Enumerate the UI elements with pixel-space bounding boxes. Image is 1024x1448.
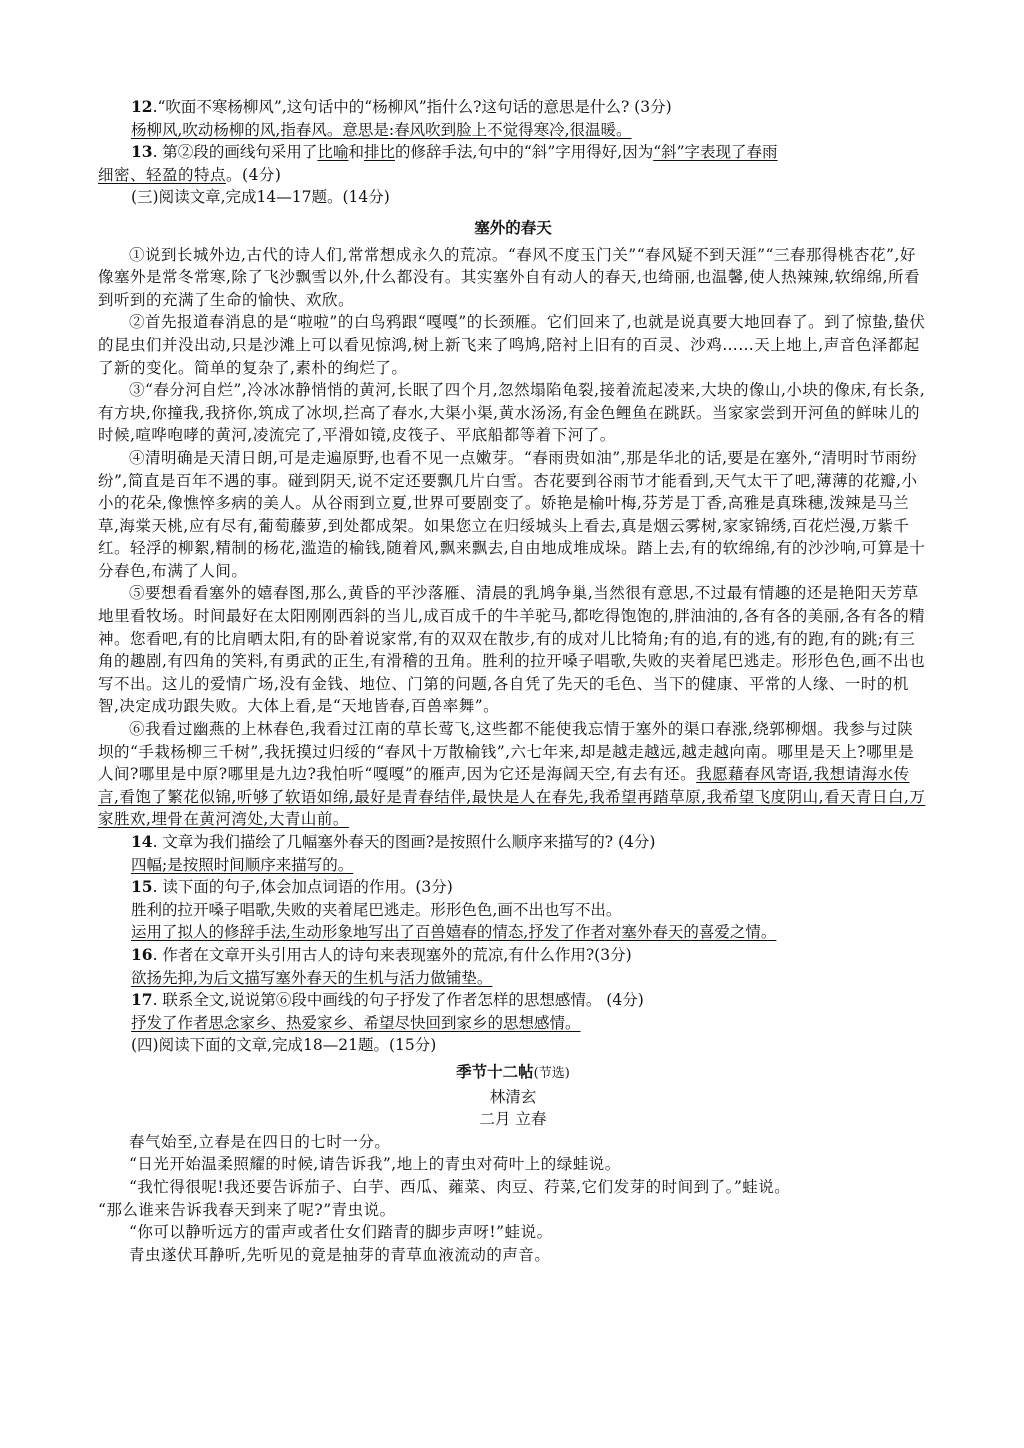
paragraph-2: ②首先报道春消息的是“啦啦”的白鸟鸦跟“嘎嘎”的长颈雁。它们回来了,也就是说真要大地回春了。到了惊蛰,蛰伏的昆虫们并没出动,只是沙滩上可以看见惊鸿,树上新飞来了鸣鸠,陪衬上旧有的百灵、沙鸡……天上地上,声音色泽都起了新的变化。简单的复杂了,素朴的绚烂了。 [98, 313, 926, 377]
line-2: “日光开始温柔照耀的时候,请告诉我”,地上的青虫对荷叶上的绿蛙说。 [129, 1155, 621, 1174]
question-17: 17. 联系全文,说说第⑥段中画线的句子抒发了作者怎样的思想感情。 (4分) [131, 990, 644, 1010]
line-1: 春气始至,立春是在四日的七时一分。 [129, 1132, 391, 1151]
question-12: 12.“吹面不寒杨柳风”,这句话中的“杨柳风”指什么?这句话的意思是什么? (3分) [131, 97, 672, 116]
question-15: 15. 读下面的句子,体会加点词语的作用。(3分) [131, 877, 453, 897]
paragraph-4: ④清明确是天清日朗,可是走遍原野,也看不见一点嫩芽。“春雨贵如油”,那是华北的话,要是在塞外,“清明时节雨纷纷”,简直是百年不遇的事。碰到阴天,说不定还要飘几片白雪。杏花要到谷雨节才能看到,天气太干了吧,薄薄的花瓣,小小的花朵,像憔悴多病的美人。从谷雨到立夏,世界可要剧变了。娇艳是榆叶梅,芬芳是丁香,高雅是真珠穗,泼辣是马兰草,海棠天桃,应有尽有,葡萄藤萝,到处都成架。如果您立在归绥城头上看去,真是烟云雾树,家家锦绣,百花烂漫,万紫千红。轻浮的柳絮,精制的杨花,滥造的榆钱,随着风,飘来飘去,自由地成堆成垛。踏上去,有的软绵绵,有的沙沙响,可算是十分春色,布满了人间。 [98, 448, 926, 580]
author: 林清玄 [489, 1087, 537, 1106]
subhead: 二月 立春 [479, 1110, 547, 1129]
section-4-heading: (四)阅读下面的文章,完成18—21题。(15分) [131, 1036, 437, 1055]
paragraph-6: ⑥我看过幽燕的上林春色,我看过江南的草长莺飞,这些都不能使我忘情于塞外的渠口春涨,绕郭柳烟。我参与过陕坝的“手栽杨柳三千树”,我抚摸过归绥的“春风十万散榆钱”,六七年来,却是越走越远,越走越向南。哪里是天上?哪里是人间?哪里是中原?哪里是九边?我怕听“嘎嘎”的雁声,因为它还是海阔天空,有去有还。我愿藉春风寄语,我想请海水传言,看饱了繁花似锦,听够了软语如绵,最好是青春结伴,最快是人在春先,我希望再踏草原,我希望飞度阴山,看天青日白,万家胜欢,埋骨在黄河湾处,大青山前。 [98, 720, 926, 829]
section-3-heading: (三)阅读文章,完成14—17题。(14分) [131, 188, 390, 207]
underlined-sentence: 我愿藉春风寄语,我想请海水传言,看饱了繁花似锦,听够了软语如绵,最好是青春结伴,最快是人在春先,我希望再踏草原,我希望飞度阴山,看天青日白,万家胜欢,埋骨在黄河湾处,大青山前。 [98, 765, 926, 829]
question-16: 16. 作者在文章开头引用古人的诗句来表现塞外的荒凉,有什么作用?(3分) [131, 944, 632, 964]
paragraph-5: ⑤要想看看塞外的嬉春图,那么,黄昏的平沙落雁、清晨的乳鸠争巢,当然很有意思,不过最有情趣的还是艳阳天芳草地里看牧场。时间最好在太阳刚刚西斜的当儿,成百成千的牛羊驼马,都吃得饱饱的,胖油油的,各有各的美丽,各有各的精神。您看吧,有的比肩晒太阳,有的卧着说家常,有的双双在散步,有的成对儿比犄角;有的追,有的逃,有的跑,有的跳;有三角的趣剧,有四角的笑料,有勇武的正生,有滑稽的丑角。胜利的拉开嗓子唱歌,失败的夹着尾巴逃走。形形色色,画不出也写不出。这儿的爱情广场,没有金钱、地位、门第的问题,各自凭了先天的毛色、当下的健康、平常的人缘、一时的机智,决定成功跟失败。大体上看,是“天地皆春,百兽率舞”。 [98, 584, 926, 716]
question-13: 13. 第②段的画线句采用了比喻和排比的修辞手法,句中的“斜”字用得好,因为“斜”字表现了春雨 [131, 142, 778, 162]
question-14: 14. 文章为我们描绘了几幅塞外春天的图画?是按照什么顺序来描写的? (4分) [131, 832, 656, 851]
line-3: “我忙得很呢!我还要告诉茄子、白芋、西瓜、蕹菜、肉豆、荇菜,它们发芽的时间到了。”蛙说。 [129, 1177, 791, 1196]
article2-title-line: 季节十二帖(节选) [456, 1061, 570, 1081]
answer-14: 四幅;是按照时间顺序来描写的。 [131, 855, 354, 874]
line-6: 青虫遂伏耳静听,先听见的竟是抽芽的青草血液流动的声音。 [129, 1245, 551, 1264]
answer-12: 杨柳风,吹动杨柳的风,指春风。意思是:春风吹到脸上不觉得寒冷,很温暖。 [131, 120, 632, 139]
paragraph-1: ①说到长城外边,古代的诗人们,常常想成永久的荒凉。“春风不度玉门关”“春风疑不到天涯”“三春那得桃杏花”,好像塞外是常冬常寒,除了飞沙飘雪以外,什么都没有。其实塞外自有动人的春天,也绮丽,也温馨,使人热辣辣,软绵绵,所看到听到的充满了生命的愉快、欢欣。 [98, 245, 920, 309]
quote-15: 胜利的拉开嗓子唱歌,失败的夹着尾巴逃走。形形色色,画不出也写不出。 [131, 900, 622, 919]
line-4: “那么谁来告诉我春天到来了呢?”青虫说。 [98, 1200, 396, 1219]
answer-16: 欲扬先抑,为后文描写塞外春天的生机与活力做铺垫。 [131, 968, 493, 987]
paragraph-3: ③“春分河自烂”,冷冰冰静悄悄的黄河,长眠了四个月,忽然塌陷龟裂,接着流起凌来,大块的像山,小块的像床,有长条,有方块,你撞我,我挤你,筑成了冰坝,拦高了春水,大渠小渠,黄水汤汤,有金色鲤鱼在跳跃。当家家尝到开河鱼的鲜味儿的时候,喧哗咆哮的黄河,凌流完了,平滑如镜,皮筏子、平底船都等着下河了。 [98, 381, 926, 445]
document-page [98, 96, 928, 1266]
line-5: “你可以静听远方的雷声或者仕女们踏青的脚步声呀!”蛙说。 [129, 1223, 553, 1242]
article-title: 塞外的春天 [474, 218, 552, 237]
answer-17: 抒发了作者思念家乡、热爱家乡、希望尽快回到家乡的思想感情。 [131, 1013, 581, 1032]
answer-15: 运用了拟人的修辞手法,生动形象地写出了百兽嬉春的情态,抒发了作者对塞外春天的喜爱之情。 [131, 923, 777, 942]
question-13-cont: 细密、轻盈的特点。(4分) [98, 165, 282, 184]
